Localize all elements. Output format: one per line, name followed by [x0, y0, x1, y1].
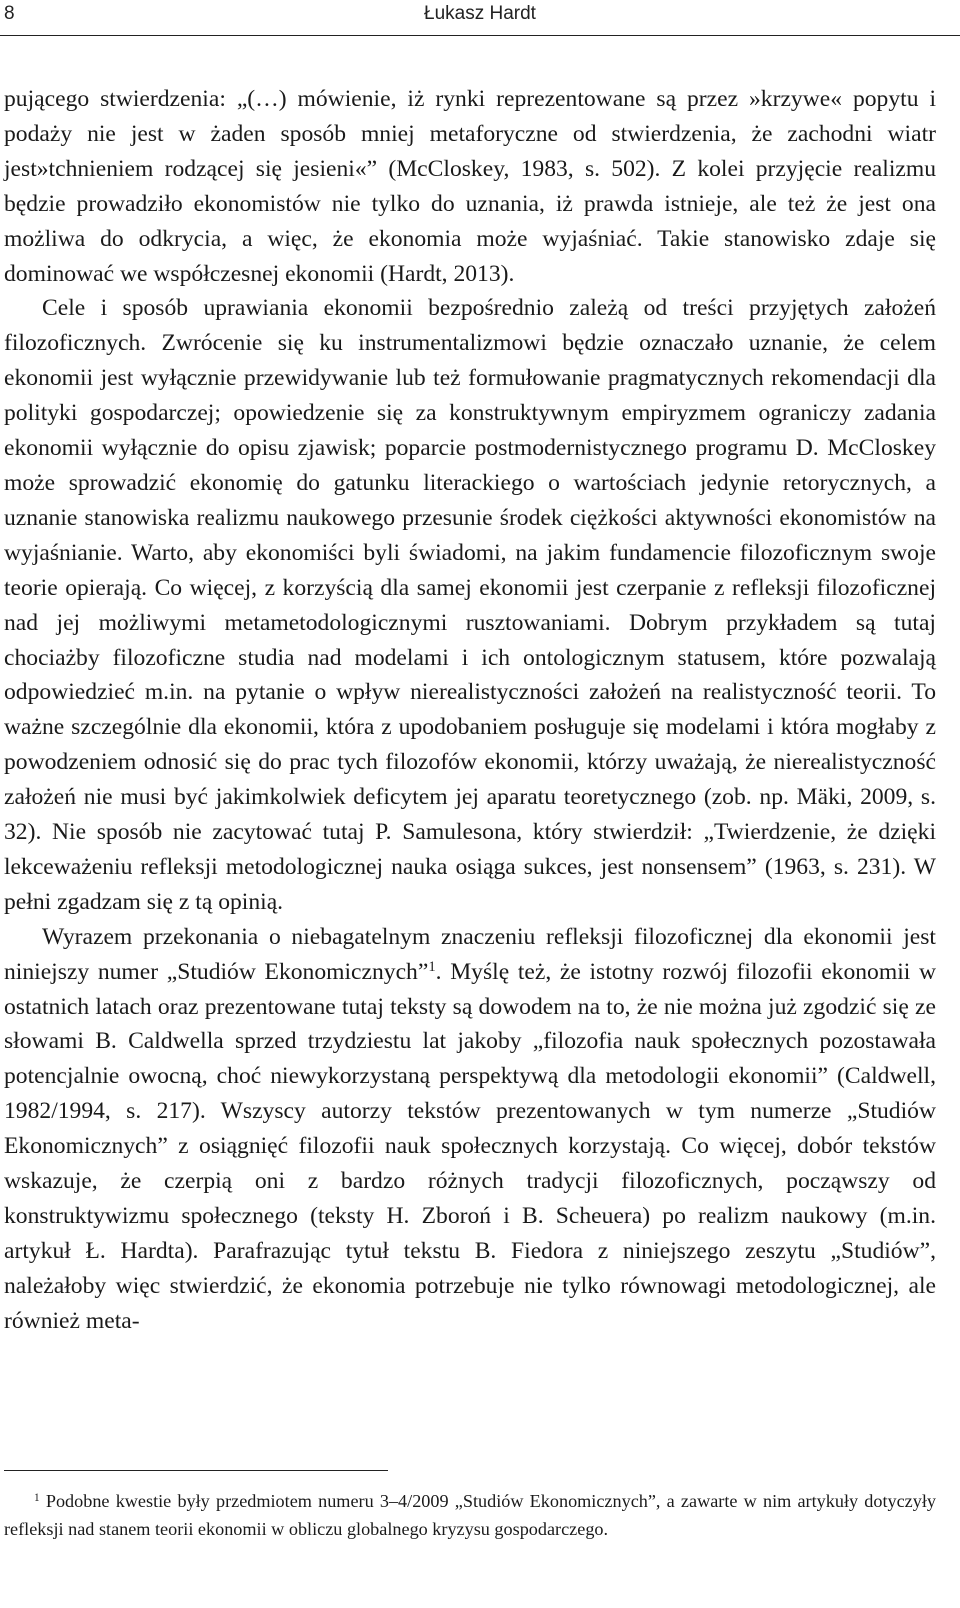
- paragraph-text: pującego stwierdzenia: „(…) mówienie, iż rynki reprezentowane są przez »krzywe« popytu i podaży nie jest w żaden sposób mniej metaforyczne od stwierdzenia, że zachodni wiatr jest»tchnieniem rodzącej się jesieni«” (McCloskey, 1983, s. 502). Z kolei przyjęcie realizmu będzie prowadziło ekonomistów nie tylko do uznania, iż prawda istnieje, ale też że jest ona możliwa do odkrycia, a więc, że ekonomia może wyjaśniać. Takie stanowisko zdaje się dominować we współczesnej ekonomii (Hardt, 2013).: [4, 86, 936, 287]
- footnote-separator: [4, 1470, 388, 1471]
- paragraph-text: . Myślę też, że istotny rozwój filozofii ekonomii w ostatnich latach oraz prezentowane tutaj teksty są dowodem na to, że nie można już zgodzić się ze słowami B. Caldwella sprzed trzydziestu lat jakoby „filozofia nauk społecznych pozostawała potencjalnie owocną, choć niewykorzystaną perspektywą dla metodologii ekonomii” (Caldwell, 1982/1994, s. 217). Wszyscy autorzy tekstów prezentowanych w tym numerze „Studiów Ekonomicznych” z osiągnięć filozofii nauk społecznych korzystają. Co więcej, dobór tekstów wskazuje, że czerpią oni z bardzo różnych tradycji filozoficznych, począwszy od konstruktywizmu społecznego (teksty H. Zboroń i B. Scheuera) po realizm naukowy (m.in. artykuł Ł. Hardta). Parafrazując tytuł tekstu B. Fiedora z niniejszego zeszytu „Studiów”, należałoby więc stwierdzić, że ekonomia potrzebuje nie tylko równowagi metodologicznej, ale również meta-: [4, 958, 937, 1334]
- paragraph-text: Cele i sposób uprawiania ekonomii bezpośrednio zależą od treści przyjętych założeń filozoficznych. Zwrócenie się ku instrumentalizmowi będzie oznaczało uznanie, że celem ekonomii jest wyłącznie przewidywanie lub też formułowanie pragmatycznych rekomendacji dla polityki gospodarczej; opowiedzenie się za konstruktywnym empiryzmem ograniczy zadania ekonomii wyłącznie do opisu zjawisk; poparcie postmodernistycznego programu D. McCloskey może sprowadzić ekonomię do gatunku literackiego o wartościach jedynie retorycznych, a uznanie stanowiska realizmu naukowego przesunie środek ciężkości aktywności ekonomistów na wyjaśnianie. Warto, aby ekonomiści byli świadomi, na jakim fundamencie filozoficznym swoje teorie opierają. Co więcej, z korzyścią dla samej ekonomii jest czerpanie z refleksji filozoficznej nad jej możliwymi metametodologicznymi rusztowaniami. Dobrym przykładem są tutaj chociażby filozoficzne studia nad modelami i ich ontologicznym statusem, które pozwalają odpowiedzieć m.in. na pytanie o wpływ nierealistyczności założeń na realistyczność teorii. To ważne szczególnie dla ekonomii, która z upodobaniem posługuje się modelami i która mogłaby z powodzeniem odnosić się do prac tych filozofów ekonomii, którzy uważają, że nierealistyczność założeń nie musi być jakimkolwiek deficytem jej aparatu teoretycznego (zob. np. Mäki, 2009, s. 32). Nie sposób nie zacytować tutaj P. Samulesona, który stwierdził: „Twierdzenie, że dzięki lekceważeniu refleksji metodologicznej nauka osiąga sukces, jest nonsensem” (1963, s. 231). W pełni zgadzam się z tą opinią.: [4, 295, 936, 915]
- paragraph: [4, 920, 936, 1339]
- running-header-author: Łukasz Hardt: [424, 3, 536, 24]
- header-rule: [0, 35, 960, 36]
- body-text: [4, 82, 936, 1339]
- running-header: [0, 0, 960, 36]
- footnote-text: Podobne kwestie były przedmiotem numeru 3–4/2009 „Studiów Ekonomicznych”, a zawarte w nim artykuły dotyczyły refleksji nad stanem teorii ekonomii w obliczu globalnego kryzysu gospodarczego.: [4, 1491, 936, 1539]
- footnote-marker: 1: [34, 1491, 40, 1504]
- page-number: 8: [4, 3, 15, 24]
- paragraph-continuation: [4, 82, 936, 291]
- footnotes: [4, 1487, 936, 1543]
- paragraph: [4, 291, 936, 919]
- paragraph-text: Wyrazem przekonania o niebagatelnym znaczeniu refleksji filozoficznej dla ekonomii jest niniejszy numer „Studiów Ekonomicznych”: [4, 923, 936, 985]
- footnote: [4, 1487, 936, 1543]
- footnote-reference: 1: [428, 958, 436, 975]
